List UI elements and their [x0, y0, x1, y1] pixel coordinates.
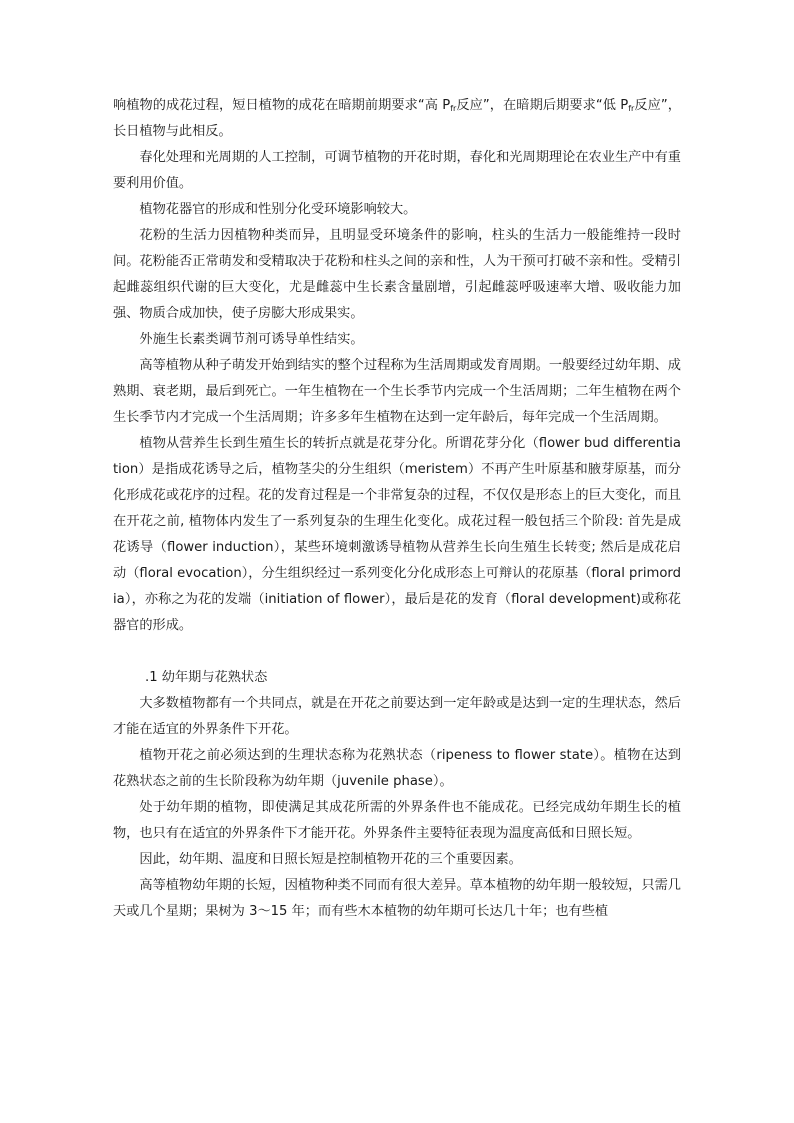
- paragraph: 高等植物幼年期的长短，因植物种类不同而有很大差异。草本植物的幼年期一般较短，只需几天或几个星期；果树为 3～15 年；而有些木本植物的幼年期可长达几十年；也有些植: [113, 878, 681, 919]
- paragraph: 高等植物从种子萌发开始到结实的整个过程称为生活周期或发育周期。一般要经过幼年期、成熟期、衰老期，最后到死亡。一年生植物在一个生长季节内完成一个生活周期；二年生植物在两个生长季节内才完成一个生活周期；许多多年生植物在达到一定年龄后，每年完成一个生活周期。: [113, 358, 681, 425]
- subscript: fr: [450, 104, 457, 113]
- document-page: [113, 93, 681, 925]
- subscript: fr: [628, 104, 635, 113]
- paragraph-continued: [113, 93, 681, 145]
- paragraph: 大多数植物都有一个共同点，就是在开花之前要达到一定年龄或是达到一定的生理状态，然后才能在适宜的外界条件下开花。: [113, 696, 681, 737]
- text-run: 反应”，在暗期后期要求“低 P: [456, 98, 629, 113]
- text-run: 反应”，长日植物与此相反。: [113, 98, 681, 139]
- paragraph: 花粉的生活力因植物种类而异，且明显受环境条件的影响，柱头的生活力一般能维持一段时间。花粉能否正常萌发和受精取决于花粉和柱头之间的亲和性，人为干预可打破不亲和性。受精引起雌蕊组织代谢的巨大变化，尤是雌蕊中生长素含量剧增，引起雌蕊呼吸速率大增、吸收能力加强、物质合成加快，使子房膨大形成果实。: [113, 228, 681, 321]
- paragraph: 植物开花之前必须达到的生理状态称为花熟状态（ripeness to flower state）。植物在达到花熟状态之前的生长阶段称为幼年期（juvenile phase）。: [113, 748, 681, 789]
- section-heading: .1 幼年期与花熟状态: [145, 670, 268, 685]
- paragraph: 因此，幼年期、温度和日照长短是控制植物开花的三个重要因素。: [139, 852, 522, 867]
- paragraph: 植物从营养生长到生殖生长的转折点就是花芽分化。所谓花芽分化（flower bud differentiation）是指成花诱导之后，植物茎尖的分生组织（meristem）不再产生叶原基和腋芽原基，而分化形成花或花序的过程。花的发育过程是一个非常复杂的过程，不仅仅是形态上的巨大变化，而且在开花之前, 植物体内发生了一系列复杂的生理生化变化。成花过程一般包括三个阶段: 首先是成花诱导（flower induction），某些环境刺激诱导植物从营养生长向生殖生长转变; 然后是成花启动（floral evocation），分生组织经过一系列变化分化成形态上可辩认的花原基（floral primordia），亦称之为花的发端（initiation of flower），最后是花的发育（floral development)或称花器官的形成。: [113, 436, 681, 633]
- blank-line: [113, 639, 681, 665]
- paragraph: 春化处理和光周期的人工控制，可调节植物的开花时期，春化和光周期理论在农业生产中有重要利用价值。: [113, 150, 681, 191]
- text-run: 响植物的成花过程，短日植物的成花在暗期前期要求“高 P: [113, 98, 451, 113]
- paragraph: 外施生长素类调节剂可诱导单性结实。: [139, 332, 364, 347]
- paragraph: 处于幼年期的植物，即使满足其成花所需的外界条件也不能成花。已经完成幼年期生长的植物，也只有在适宜的外界条件下才能开花。外界条件主要特征表现为温度高低和日照长短。: [113, 800, 681, 841]
- paragraph: 植物花器官的形成和性别分化受环境影响较大。: [139, 202, 417, 217]
